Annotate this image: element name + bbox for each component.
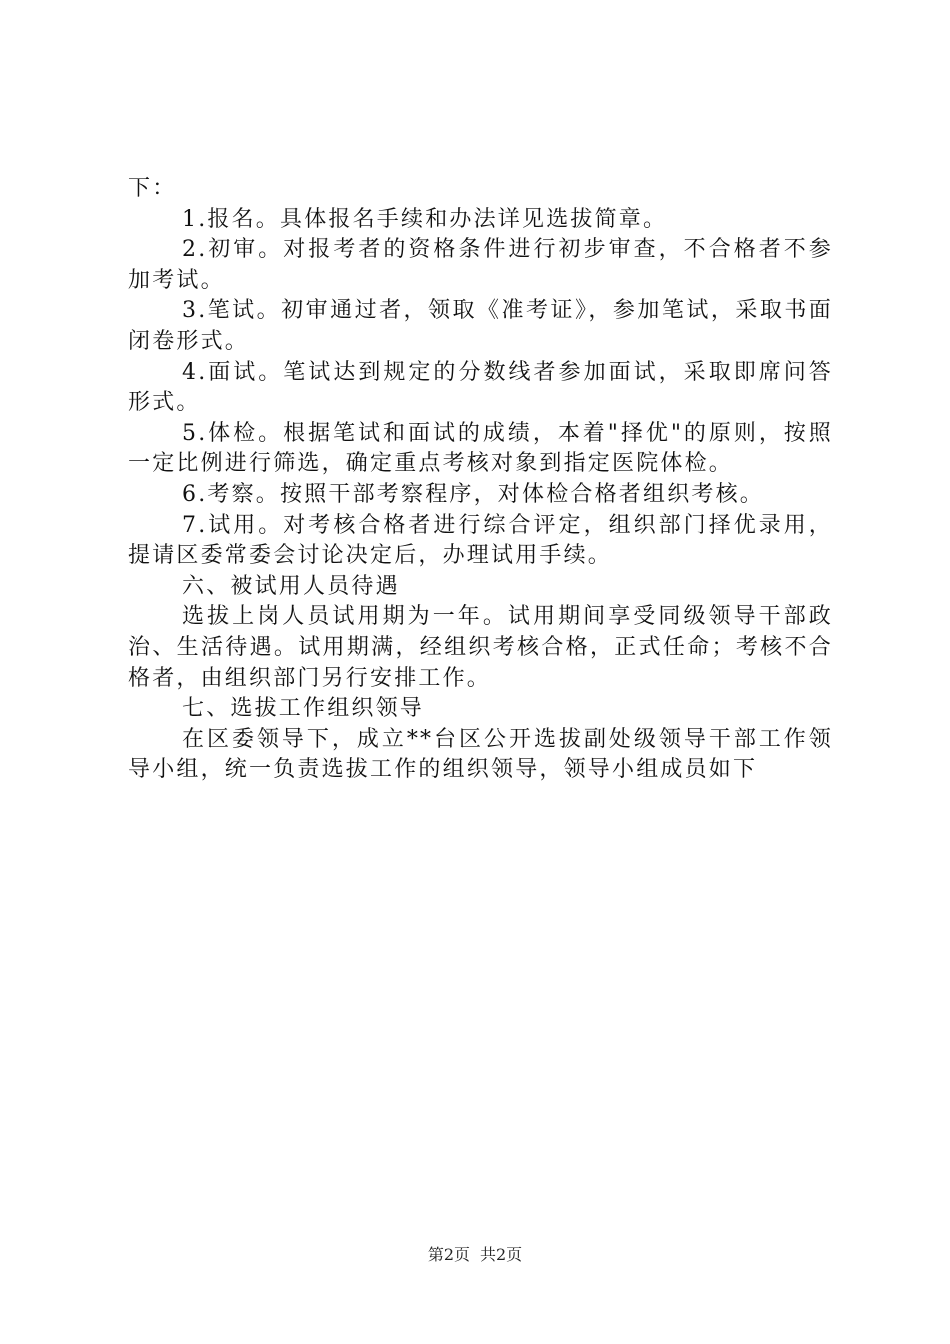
- paragraph-continuation: 下：: [128, 176, 177, 201]
- paragraph-step-inspection: 6.考察。按照干部考察程序，对体检合格者组织考核。: [182, 481, 764, 507]
- paragraph-step-written-exam: 3.笔试。初审通过者，领取《准考证》，参加笔试，采取书面闭卷形式。: [128, 298, 833, 354]
- paragraph-step-interview: 4.面试。笔试达到规定的分数线者参加面试，采取即席问答形式。: [128, 359, 833, 416]
- paragraph-step-preliminary-review: 2.初审。对报考者的资格条件进行初步审查，不合格者不参加考试。: [128, 237, 833, 293]
- paragraph-step-probation: 7.试用。对考核合格者进行综合评定，组织部门择优录用，提请区委常委会讨论决定后，办理试用手续。: [128, 512, 833, 569]
- paragraph-treatment: 选拔上岗人员试用期为一年。试用期间享受同级领导干部政治、生活待遇。试用期满，经组织考核合格，正式任命；考核不合格者，由组织部门另行安排工作。: [128, 604, 833, 691]
- paragraph-step-physical-exam: 5.体检。根据笔试和面试的成绩，本着"择优"的原则，按照一定比例进行筛选，确定重点考核对象到指定医院体检。: [128, 420, 833, 477]
- page-total: 共2页: [480, 1245, 523, 1264]
- paragraph-leadership: 在区委领导下，成立**台区公开选拔副处级领导干部工作领导小组，统一负责选拔工作的组织领导，领导小组成员如下: [128, 726, 833, 783]
- document-body: [128, 174, 833, 786]
- section-heading-treatment: 六、被试用人员待遇: [182, 573, 400, 599]
- section-heading-leadership: 七、选拔工作组织领导: [182, 696, 425, 722]
- page-number: 第2页: [427, 1245, 470, 1264]
- paragraph-step-registration: 1.报名。具体报名手续和办法详见选拔简章。: [182, 206, 668, 232]
- page-footer: [0, 1245, 950, 1265]
